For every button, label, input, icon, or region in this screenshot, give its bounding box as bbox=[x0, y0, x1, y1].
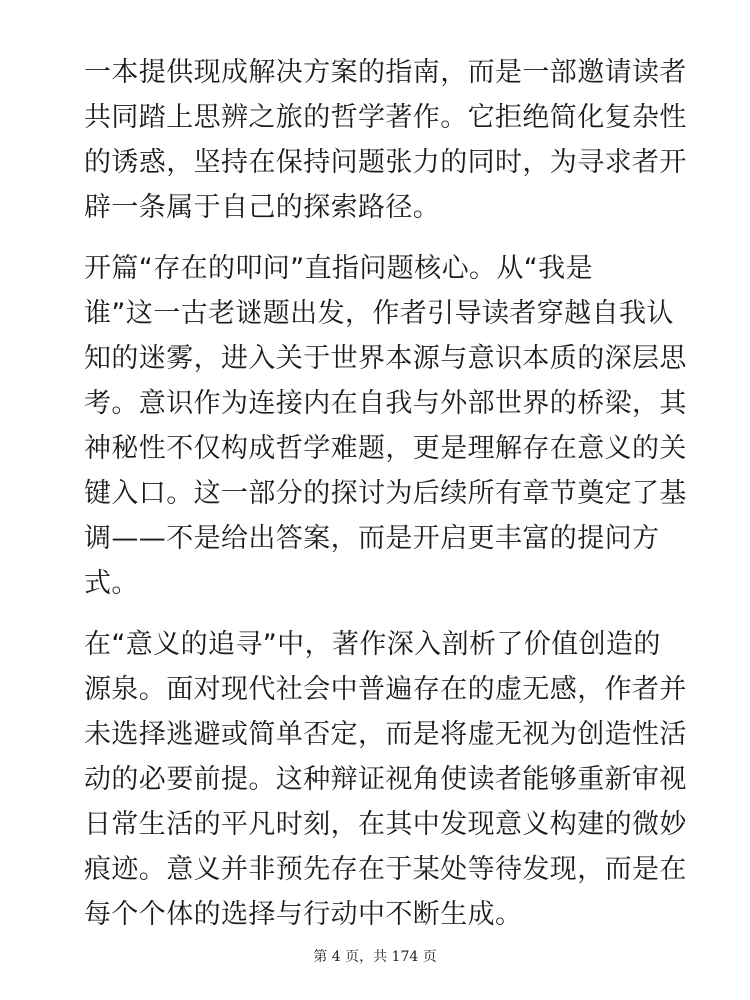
text-line: 未选择逃避或简单否定，而是将虚无视为创造性活 bbox=[84, 719, 687, 750]
text-line: 辟一条属于自己的探索路径。 bbox=[84, 192, 441, 223]
text-line: 知的迷雾，进入关于世界本源与意识本质的深层思 bbox=[84, 343, 687, 374]
text-line: 每个个体的选择与行动中不断生成。 bbox=[84, 899, 523, 930]
text-line: 的诱惑，坚持在保持问题张力的同时，为寻求者开 bbox=[84, 147, 687, 178]
text-line: 源泉。面对现代社会中普遍存在的虚无感，作者并 bbox=[84, 674, 687, 705]
text-line: 式。 bbox=[84, 568, 139, 599]
text-line: 一本提供现成解决方案的指南，而是一部邀请读者 bbox=[84, 57, 687, 88]
text-line: 共同踏上思辨之旅的哲学著作。它拒绝简化复杂性 bbox=[84, 102, 687, 133]
paragraph bbox=[84, 50, 687, 230]
page-body bbox=[84, 50, 687, 953]
text-line: 在“意义的追寻”中，著作深入剖析了价值创造的 bbox=[84, 629, 661, 660]
text-line: 键入口。这一部分的探讨为后续所有章节奠定了基 bbox=[84, 478, 687, 509]
text-line: 开篇“存在的叩问”直指问题核心。从“我是 bbox=[84, 253, 593, 284]
text-line: 日常生活的平凡时刻，在其中发现意义构建的微妙 bbox=[84, 809, 687, 840]
text-line: 谁”这一古老谜题出发，作者引导读者穿越自我认 bbox=[84, 298, 674, 329]
text-line: 动的必要前提。这种辩证视角使读者能够重新审视 bbox=[84, 764, 687, 795]
paragraph bbox=[84, 246, 687, 606]
text-line: 痕迹。意义并非预先存在于某处等待发现，而是在 bbox=[84, 854, 687, 885]
text-line: 神秘性不仅构成哲学难题，更是理解存在意义的关 bbox=[84, 433, 687, 464]
paragraph bbox=[84, 622, 687, 937]
text-line: 调——不是给出答案，而是开启更丰富的提问方 bbox=[84, 523, 660, 554]
page-number-indicator: 第 4 页，共 174 页 bbox=[313, 949, 437, 965]
text-line: 考。意识作为连接内在自我与外部世界的桥梁，其 bbox=[84, 388, 687, 419]
